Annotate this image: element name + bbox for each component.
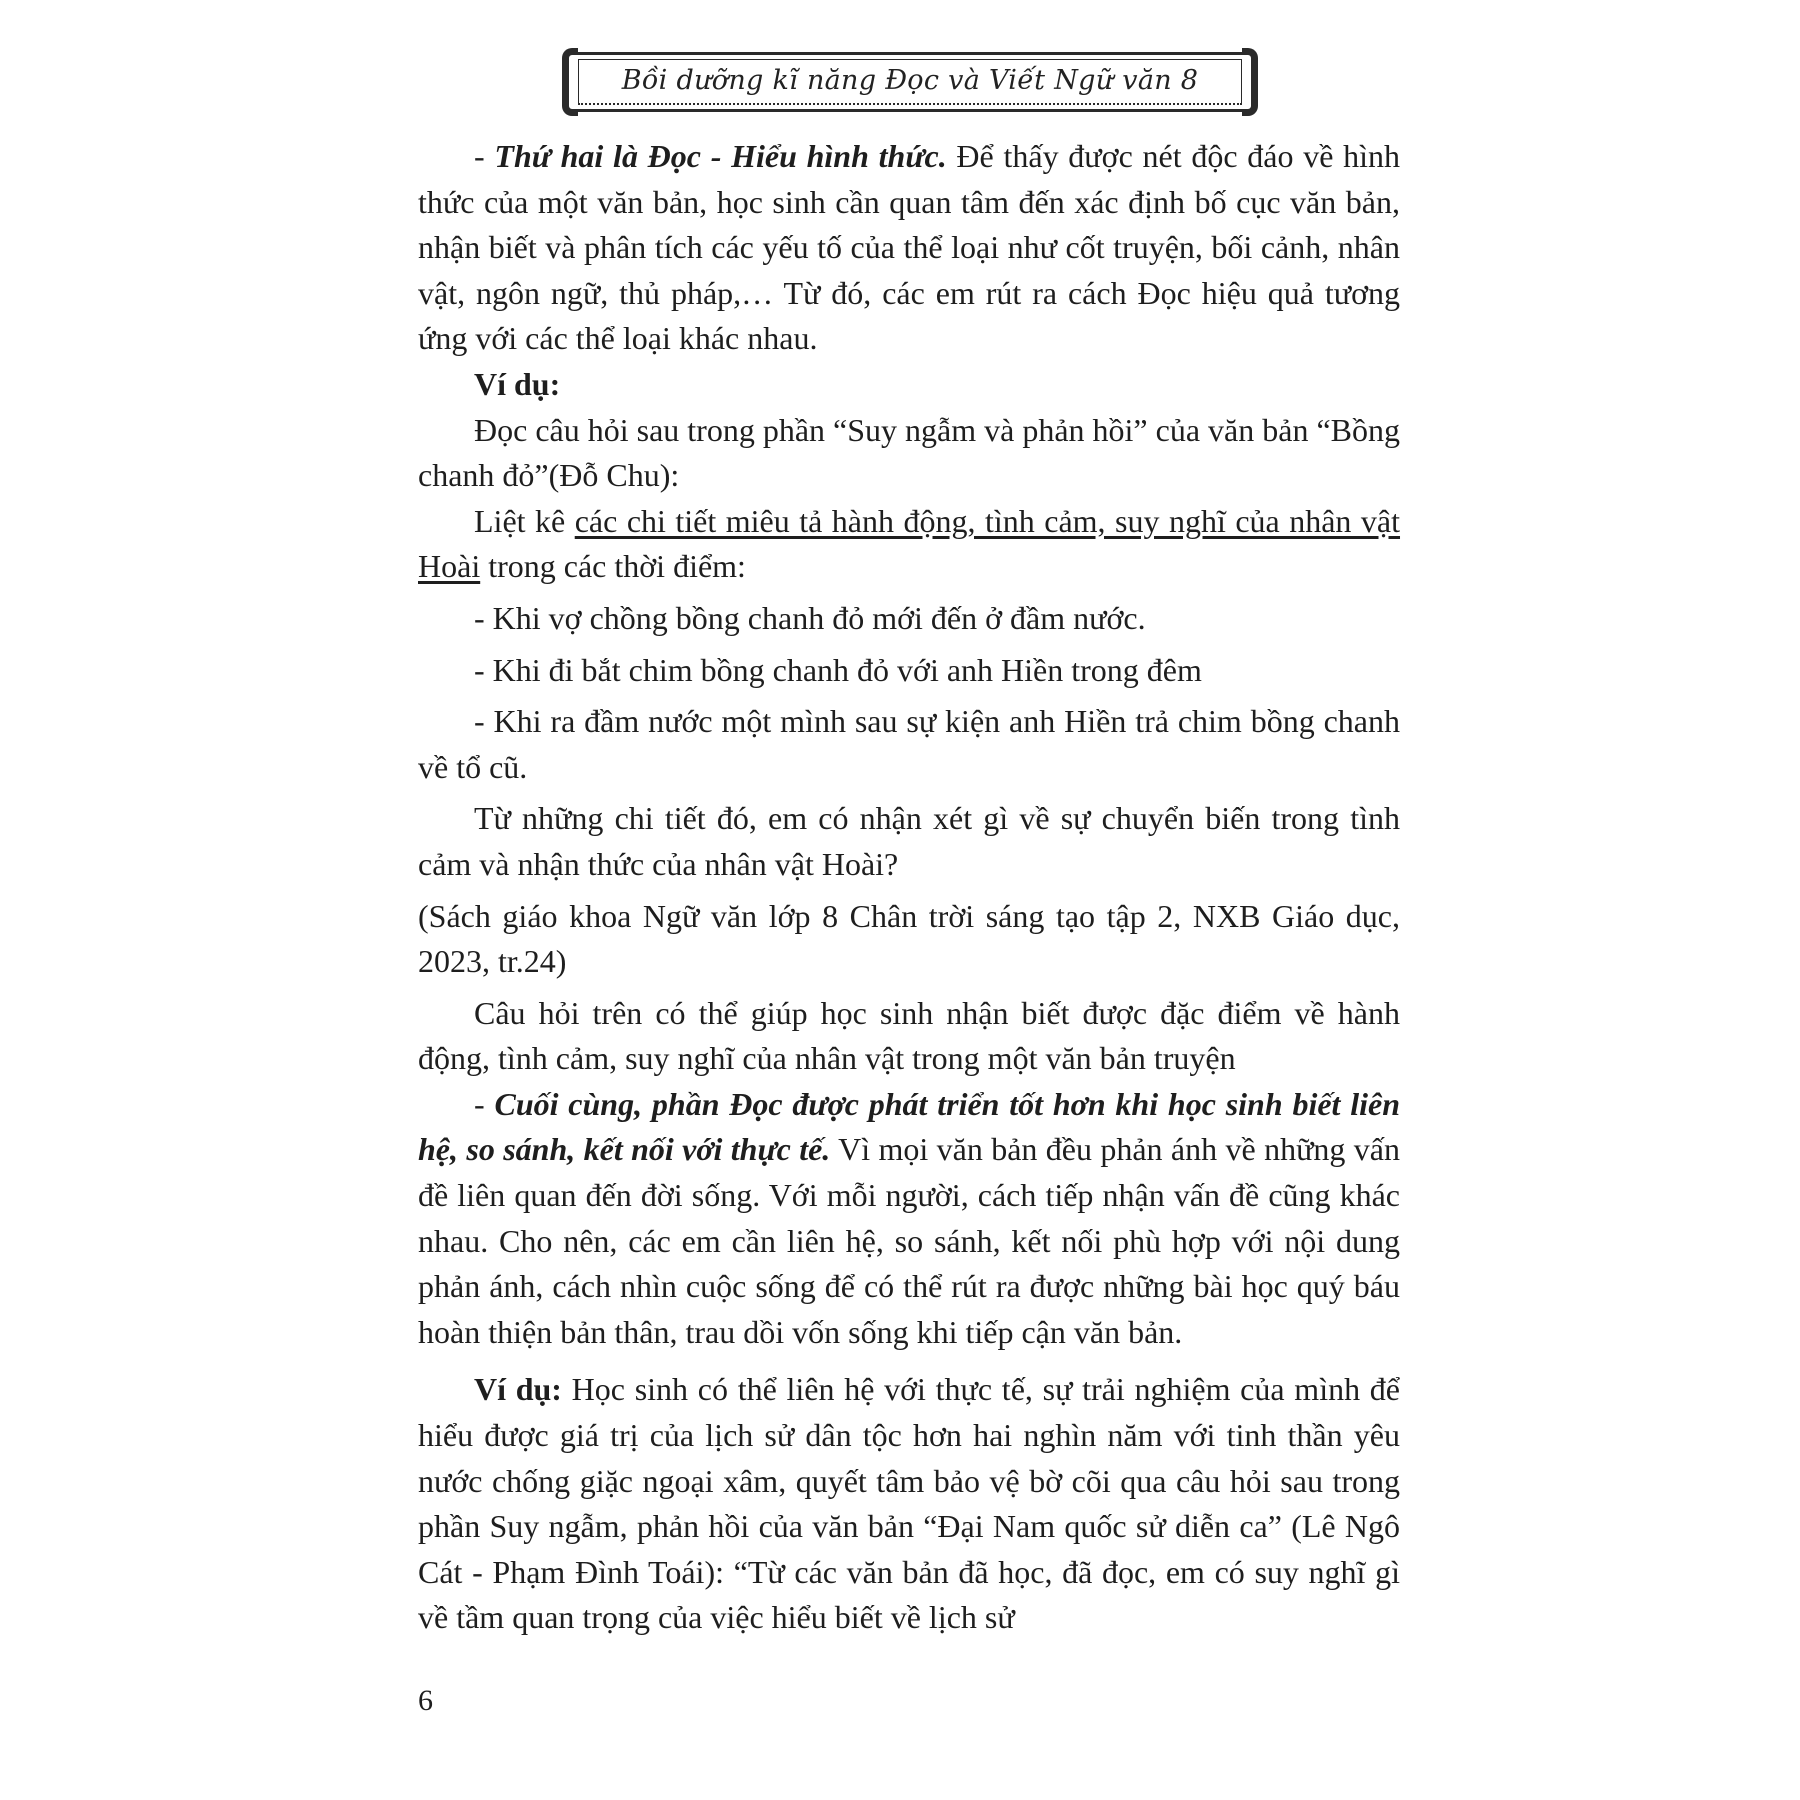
paragraph-comment: Câu hỏi trên có thể giúp học sinh nhận biết được đặc điểm về hành động, tình cảm, suy nghĩ của nhân vật trong một văn bản truyện — [418, 994, 1400, 1077]
prompt-after: trong các thời điểm: — [480, 548, 746, 585]
paragraph-example-history — [418, 1367, 1400, 1641]
page-body — [418, 134, 1400, 1641]
highlight-phrase: Cuối cùng, phần Đọc được phát triển tốt hơn khi học sinh biết liên hệ, so sánh, kết nối với thực tế. — [418, 1085, 1401, 1168]
paragraph-connect-reality — [418, 1082, 1400, 1356]
dash-lead: - — [474, 1085, 495, 1122]
paragraph-text: Vì mọi văn bản đều phản ánh về những vấn đề liên quan đến đời sống. Với mỗi người, cách tiếp nhận vấn đề cũng khác nhau. Cho nên, các em cần liên hệ, so sánh, kết nối phù hợp với nội dung phản ánh, cách nhìn cuộc sống để có thể rút ra được những bài học quý báu hoàn thiện bản thân, trau dồi vốn sống khi tiếp cận văn bản. — [418, 1131, 1401, 1350]
bullet-item: - Khi đi bắt chim bồng chanh đỏ với anh Hiền trong đêm — [474, 651, 1202, 688]
paragraph-text: Để thấy được nét độc đáo về hình thức của một văn bản, học sinh cần quan tâm đến xác định bố cục văn bản, nhận biết và phân tích các yếu tố của thể loại như cốt truyện, bối cảnh, nhân vật, ngôn ngữ, thủ pháp,… Từ đó, các em rút ra cách Đọc hiệu quả tương ứng với các thể loại khác nhau. — [418, 138, 1401, 357]
example-label: Ví dụ: — [474, 365, 561, 402]
example-label: Ví dụ: — [474, 1371, 562, 1408]
paragraph-question: Từ những chi tiết đó, em có nhận xét gì về sự chuyển biến trong tình cảm và nhận thức của nhân vật Hoài? — [418, 800, 1400, 882]
highlight-phrase: Thứ hai là Đọc - Hiểu hình thức. — [494, 138, 947, 174]
paragraph-form-reading — [418, 134, 1400, 362]
paragraph-question-intro: Đọc câu hỏi sau trong phần “Suy ngẫm và phản hồi” của văn bản “Bồng chanh đỏ”(Đỗ Chu): — [418, 411, 1400, 494]
running-header — [566, 52, 1254, 112]
bullet-item: - Khi vợ chồng bồng chanh đỏ mới đến ở đầm nước. — [474, 599, 1146, 636]
bullet-item: - Khi ra đầm nước một mình sau sự kiện anh Hiền trả chim bồng chanh về tổ cũ. — [418, 703, 1400, 785]
prompt-before: Liệt kê — [474, 502, 575, 539]
dash-lead: - — [474, 138, 495, 174]
citation: (Sách giáo khoa Ngữ văn lớp 8 Chân trời sáng tạo tập 2, NXB Giáo dục, 2023, tr.24) — [418, 897, 1400, 980]
paragraph-text: Học sinh có thể liên hệ với thực tế, sự trải nghiệm của mình để hiểu được giá trị của lịch sử dân tộc hơn hai nghìn năm với tinh thần yêu nước chống giặc ngoại xâm, quyết tâm bảo vệ bờ cõi qua câu hỏi sau trong phần Suy ngẫm, phản hồi của văn bản “Đại Nam quốc sử diễn ca” (Lê Ngô Cát - Phạm Đình Toái): “Từ các văn bản đã học, đã đọc, em có suy nghĩ gì về tầm quan trọng của việc hiểu biết về lịch sử — [418, 1371, 1401, 1636]
underlined-phrase: các chi tiết miêu tả hành động, tình cảm, suy nghĩ của nhân vật Hoài — [418, 502, 1401, 585]
header-title: Bồi dưỡng kĩ năng Đọc và Viết Ngữ văn 8 — [621, 65, 1199, 96]
paragraph-list-prompt — [418, 499, 1400, 590]
page-number: 6 — [418, 1684, 433, 1717]
